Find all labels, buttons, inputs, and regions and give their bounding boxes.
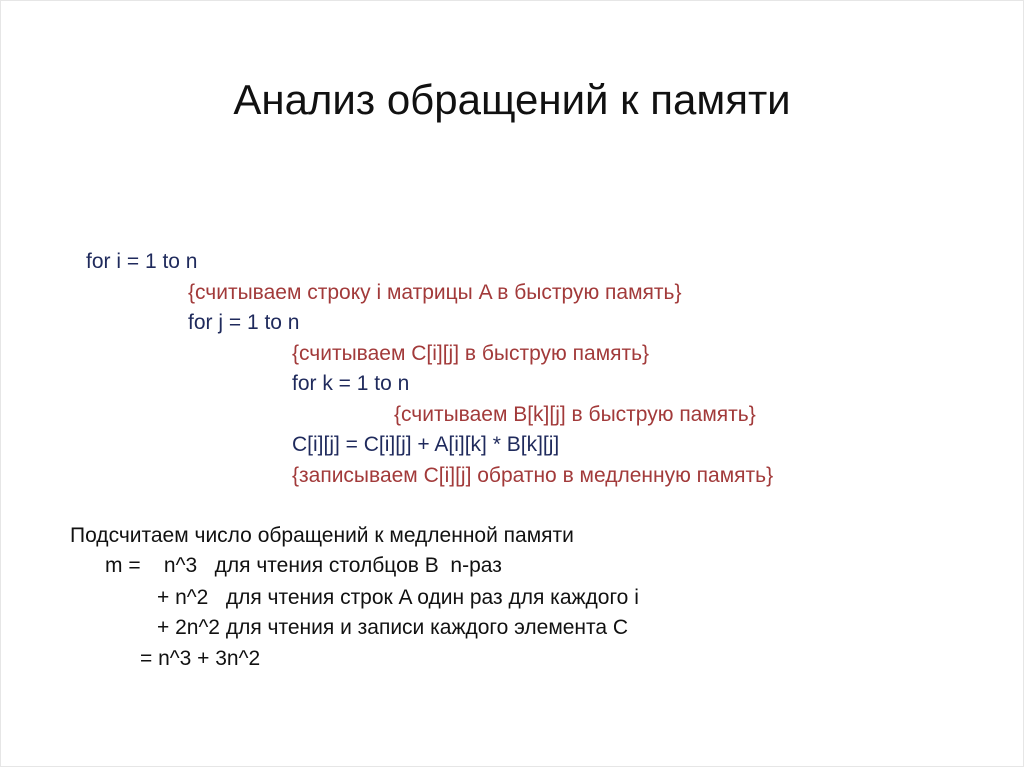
comment-read-row-a: {считываем строку i матрицы A в быструю память} [188,281,682,304]
loop-k-line: for k = 1 to n [292,372,410,395]
loop-j-line: for j = 1 to n [188,311,300,334]
update-c-line: C[i][j] = C[i][j] + A[i][k] * B[k][j] [292,433,560,456]
comment-write-c: {записываем C[i][j] обратно в медленную память} [292,464,774,487]
slide-title: Анализ обращений к памяти [233,76,791,123]
count-line-n2: + n^2 для чтения строк A один раз для каждого i [157,586,639,609]
comment-read-c: {считываем C[i][j] в быструю память} [292,342,650,365]
count-line-2n2: + 2n^2 для чтения и записи каждого элемента C [157,616,629,639]
count-heading: Подсчитаем число обращений к медленной памяти [70,524,574,547]
loop-i-line: for i = 1 to n [86,250,198,273]
comment-read-b: {считываем B[k][j] в быструю память} [394,403,756,426]
count-line-m: m = n^3 для чтения столбцов B n-раз [105,554,502,577]
count-total: = n^3 + 3n^2 [140,647,261,670]
